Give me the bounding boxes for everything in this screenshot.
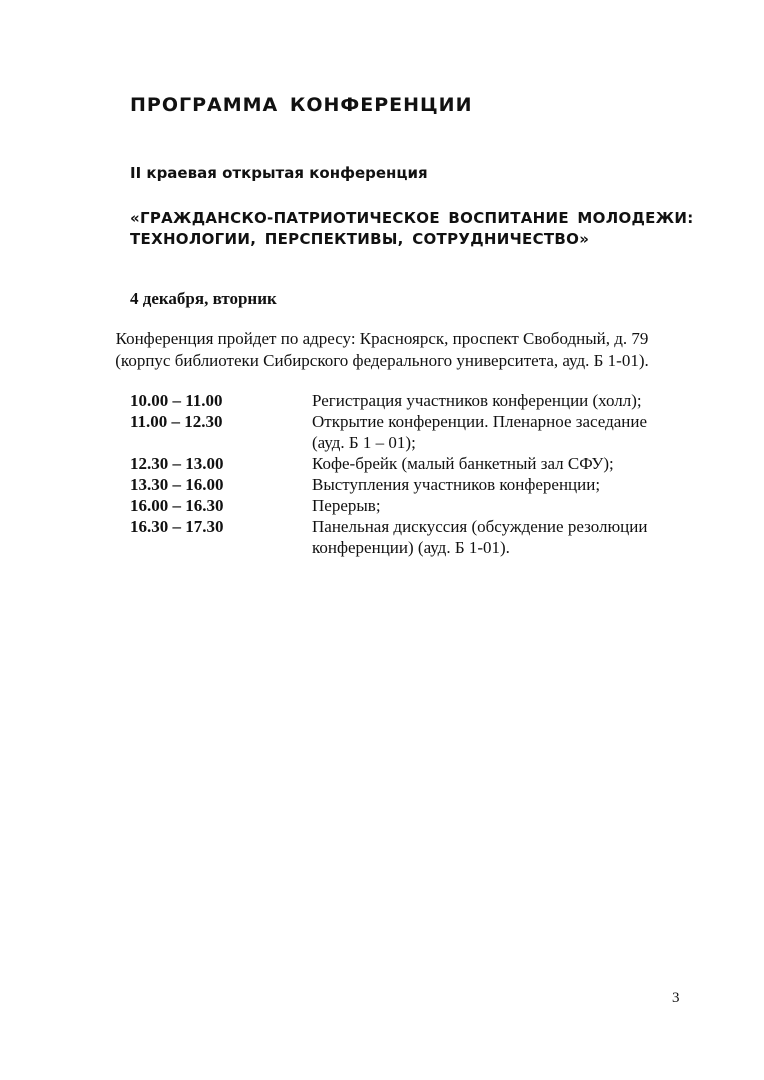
schedule-description — [312, 516, 690, 558]
schedule-time: 11.00 – 12.30 — [130, 412, 223, 431]
schedule-time: 16.00 – 16.30 — [130, 496, 224, 515]
schedule-time: 10.00 – 11.00 — [130, 391, 223, 410]
conference-address — [60, 328, 704, 372]
schedule-table — [130, 390, 690, 558]
schedule-time: 16.30 – 17.30 — [130, 517, 224, 536]
schedule-description — [312, 453, 690, 474]
schedule-description-line: Выступления участников конференции; — [312, 475, 601, 494]
schedule-description-line: конференции) (ауд. Б 1-01). — [312, 538, 510, 557]
schedule-description-line: Перерыв; — [312, 496, 381, 515]
address-line-1: Конференция пройдет по адресу: Красноярск, проспект Свободный, д. 79 — [115, 329, 649, 348]
schedule-time: 13.30 – 16.00 — [130, 475, 224, 494]
conference-date: 4 декабря, вторник — [130, 289, 277, 308]
address-line-2: (корпус библиотеки Сибирского федерального университета, ауд. Б 1-01). — [115, 351, 649, 370]
schedule-description — [312, 474, 690, 495]
schedule-row — [130, 516, 690, 558]
schedule-row — [130, 495, 690, 516]
conference-name-line-2: ТЕХНОЛОГИИ, ПЕРСПЕКТИВЫ, СОТРУДНИЧЕСТВО» — [130, 230, 590, 248]
schedule-description-line: Кофе-брейк (малый банкетный зал СФУ); — [312, 454, 614, 473]
schedule-description-line: Регистрация участников конференции (холл); — [312, 391, 642, 410]
conference-name — [130, 208, 694, 250]
conference-subtitle: II краевая открытая конференция — [130, 164, 428, 182]
schedule-description-line: (ауд. Б 1 – 01); — [312, 433, 416, 452]
schedule-row — [130, 453, 690, 474]
schedule-row — [130, 474, 690, 495]
page-number: 3 — [672, 990, 680, 1006]
schedule-time: 12.30 – 13.00 — [130, 454, 224, 473]
schedule-description-line: Открытие конференции. Пленарное заседание — [312, 412, 648, 431]
schedule-row — [130, 411, 690, 453]
page-title: ПРОГРАММА КОНФЕРЕНЦИИ — [130, 94, 473, 116]
schedule-description-line: Панельная дискуссия (обсуждение резолюции — [312, 517, 648, 536]
schedule-description — [312, 495, 690, 516]
schedule-row — [130, 390, 690, 411]
schedule-description — [312, 390, 690, 411]
schedule-description — [312, 411, 690, 453]
conference-name-line-1: «ГРАЖДАНСКО-ПАТРИОТИЧЕСКОЕ ВОСПИТАНИЕ МОЛОДЕЖИ: — [130, 209, 694, 227]
